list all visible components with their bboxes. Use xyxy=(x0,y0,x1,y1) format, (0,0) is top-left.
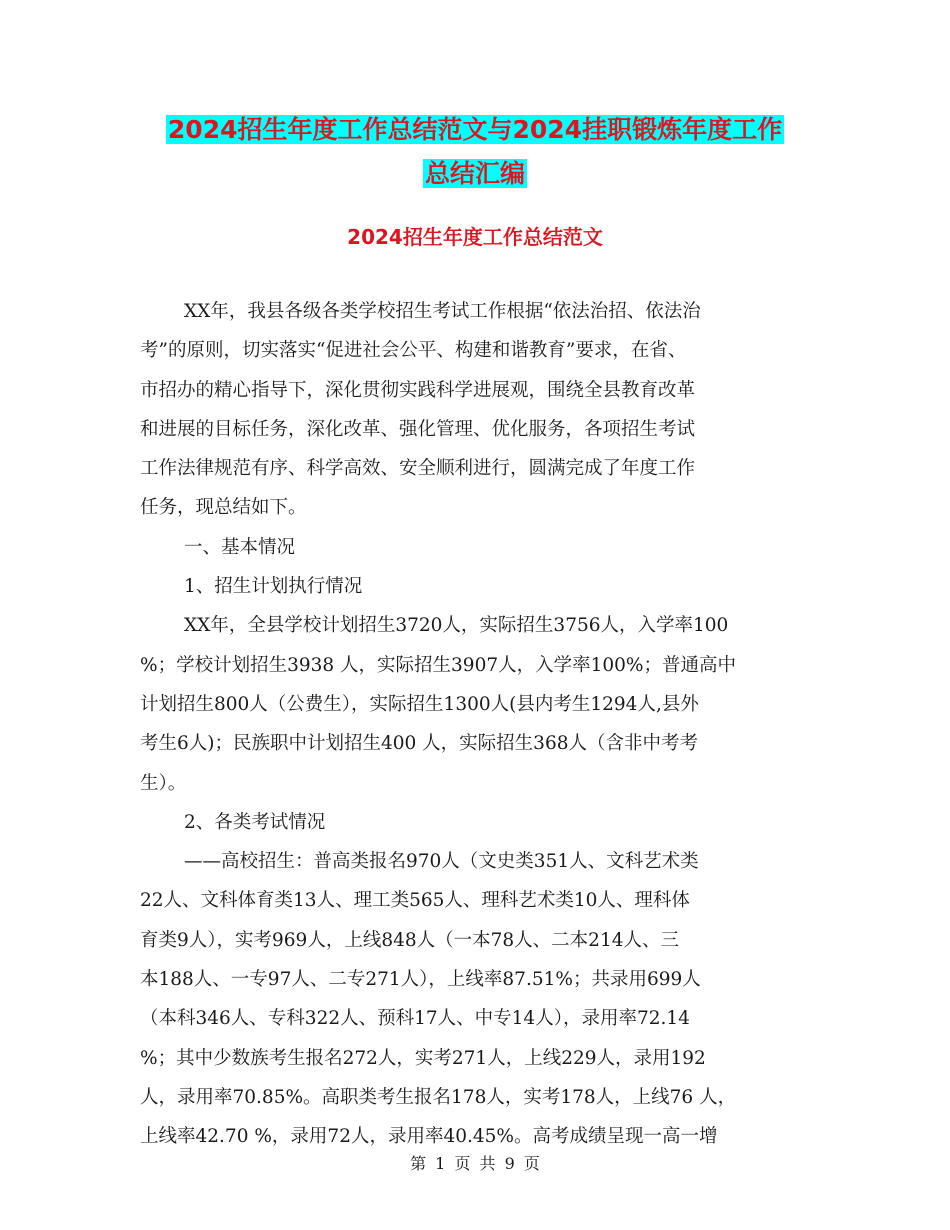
body-line: XX年，全县学校计划招生3720人，实际招生3756人，入学率100 xyxy=(184,615,729,637)
body-line: 和进展的目标任务，深化改革、强化管理、优化服务，各项招生考试 xyxy=(140,418,696,440)
body-line: XX年，我县各级各类学校招生考试工作根据“依法治招、依法治 xyxy=(184,301,701,322)
body-line: 一、基本情况 xyxy=(184,536,296,558)
body-line: %；其中少数族考生报名272人，实考271人，上线229人，录用192 xyxy=(140,1047,706,1069)
page-footer: 第 1 页 共 9 页 xyxy=(410,1154,540,1173)
body-line: （本科346人、专科322人、预科17人、中专14人），录用率72.14 xyxy=(140,1008,690,1030)
body-line: 工作法律规范有序、科学高效、安全顺利进行，圆满完成了年度工作 xyxy=(140,458,696,480)
body-line: 1、招生计划执行情况 xyxy=(184,576,363,598)
body-line: %；学校计划招生3938 人，实际招生3907人，入学率100%；普通高中 xyxy=(140,654,737,676)
body-line: 上线率42.70 %，录用72人，录用率40.45%。高考成绩呈现一高一增 xyxy=(140,1126,718,1148)
body-line: 育类9人），实考969人，上线848人（一本78人、二本214人、三 xyxy=(140,929,679,951)
body-line: 考”的原则，切实落实“促进社会公平、构建和谐教育”要求，在省、 xyxy=(140,340,687,362)
body-line: 本188人、一专97人、二专271人），上线率87.51%；共录用699人 xyxy=(140,969,701,991)
body-line: 考生6人)；民族职中计划招生400 人，实际招生368人（含非中考考 xyxy=(140,733,698,755)
body-line: 人，录用率70.85%。高职类考生报名178人，实考178人，上线76 人， xyxy=(140,1086,737,1108)
body-line: 生）。 xyxy=(140,772,187,794)
title-line-2: 总结汇编 xyxy=(424,159,525,188)
body-line: 任务，现总结如下。 xyxy=(140,497,307,519)
document-title xyxy=(0,108,950,196)
body-line: 计划招生800人（公费生），实际招生1300人(县内考生1294人,县外 xyxy=(140,693,699,715)
body-line: 22人、文科体育类13人、理工类565人、理科艺术类10人、理科体 xyxy=(140,890,690,912)
body-line: 2、各类考试情况 xyxy=(184,811,326,833)
section-title: 2024招生年度工作总结范文 xyxy=(347,225,603,249)
body-line: ——高校招生：普高类报名970人（文史类351人、文科艺术类 xyxy=(184,851,699,873)
body-text xyxy=(140,292,810,1157)
body-line: 市招办的精心指导下，深化贯彻实践科学进展观，围绕全县教育改革 xyxy=(140,379,696,401)
title-line-1: 2024招生年度工作总结范文与2024挂职锻炼年度工作 xyxy=(167,115,783,144)
